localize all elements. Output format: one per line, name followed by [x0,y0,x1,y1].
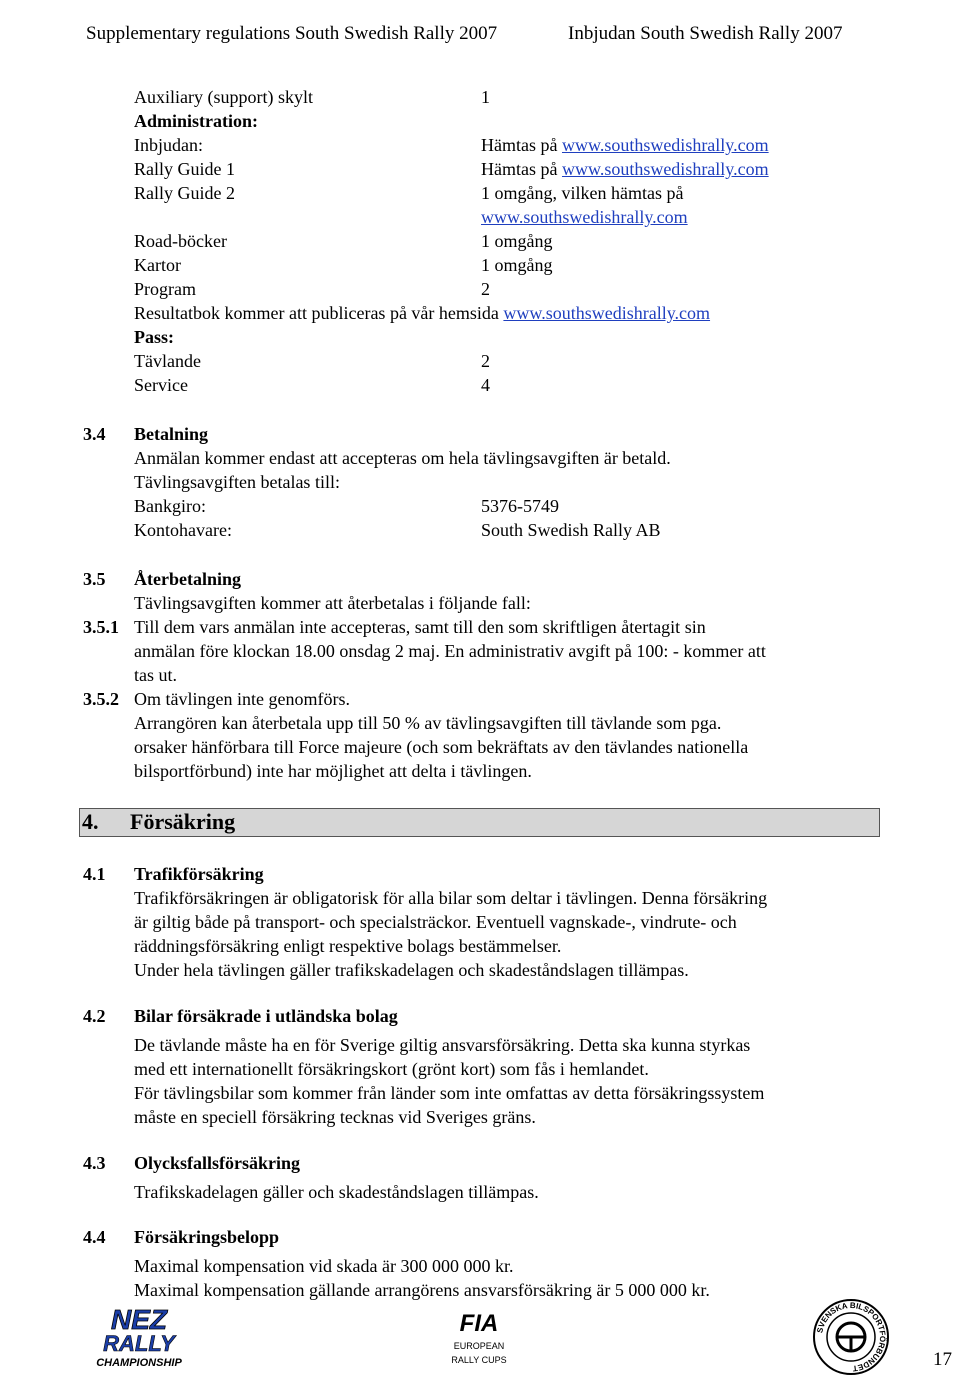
maps-label: Kartor [134,255,181,275]
svenska-bilsportforbundet-seal [812,1298,890,1376]
section-title: Betalning [134,424,209,444]
inbjudan-label: Inbjudan: [134,135,203,155]
auxiliary-value: 1 [481,87,490,107]
inbjudan-value [481,133,769,157]
subsection-number: 3.5.2 [83,689,119,709]
accident-insurance-line-1: Trafikskadelagen gäller och skadeståndslagen tillämpas. [134,1182,539,1202]
rally-guide-2-label: Rally Guide 2 [134,183,235,203]
fia-european-rally-cups-logo [448,1303,510,1369]
inbjudan-prefix: Hämtas på [481,135,562,155]
traffic-insurance-line-4: Under hela tävlingen gäller trafikskadelagen och skadeståndslagen tillämpas. [134,960,689,980]
rally-guide-2-value: 1 omgång, vilken hämtas på [481,183,684,203]
nez-logo-mid: RALLY [103,1331,175,1356]
rally-guide-1-label: Rally Guide 1 [134,159,235,179]
payment-line-2: Tävlingsavgiften betalas till: [134,472,340,492]
section-number: 3.4 [83,424,106,444]
road-books-label: Road-böcker [134,231,227,251]
running-header-left: Supplementary regulations South Swedish Rally 2007 [86,23,498,44]
maps-value: 1 omgång [481,255,553,275]
payment-line-1: Anmälan kommer endast att accepteras om hela tävlingsavgiften är betald. [134,448,671,468]
rally-guide-1-value [481,157,769,181]
section-number: 4.3 [83,1153,106,1173]
foreign-insurance-line-1: De tävlande måste ha en för Sverige giltig ansvarsförsäkring. Detta ska kunna styrkas [134,1035,751,1055]
traffic-insurance-line-2: är giltig både på transport- och specialsträckor. Eventuell vagnskade-, vindrute- och [134,912,737,932]
refund-case-2-line-4: bilsportförbund) inte har möjlighet att delta i tävlingen. [134,761,532,781]
guide1-prefix: Hämtas på [481,159,562,179]
refund-case-1-line-2: anmälan före klockan 18.00 onsdag 2 maj. En administrativ avgift på 100: - kommer att [134,641,766,661]
section-title: Återbetalning [134,569,241,589]
section-title: Försäkring [130,809,236,834]
section-title: Försäkringsbelopp [134,1227,280,1247]
seal-text-path: SVENSKA BILSPORTFÖRBUNDET [815,1300,888,1374]
program-value: 2 [481,279,490,299]
road-books-value: 1 omgång [481,231,553,251]
section-number: 4.1 [83,864,106,884]
refund-case-2-line-3: orsaker hänförbara till Force majeure (och som bekräftats av den tävlandes nationella [134,737,749,757]
section-title: Trafikförsäkring [134,864,264,884]
foreign-insurance-line-2: med ett internationellt försäkringskort (grönt kort) som fås i hemlandet. [134,1059,649,1079]
refund-case-2-line-1: Om tävlingen inte genomförs. [134,689,350,709]
account-holder-label: Kontohavare: [134,520,232,540]
foreign-insurance-line-4: måste en speciell försäkring tecknas vid Sveriges gräns. [134,1107,536,1127]
page-number: 17 [933,1349,952,1370]
bankgiro-label: Bankgiro: [134,496,206,516]
refund-intro: Tävlingsavgiften kommer att återbetalas i följande fall: [134,593,531,613]
refund-case-1-line-1: Till dem vars anmälan inte accepteras, samt till den som skriftligen återtagit sin [134,617,706,637]
competitors-label: Tävlande [134,351,201,371]
nez-logo-bottom: CHAMPIONSHIP [96,1357,182,1369]
nez-rally-championship-logo [84,1303,194,1371]
section-title: Olycksfallsförsäkring [134,1153,301,1173]
fia-logo-line-2: RALLY CUPS [451,1355,507,1365]
fia-logo-top: FIA [459,1310,499,1337]
refund-case-2-line-2: Arrangören kan återbetala upp till 50 % av tävlingsavgiften till tävlande som pga. [134,713,722,733]
auxiliary-label: Auxiliary (support) skylt [134,87,313,107]
section-number: 3.5 [83,569,106,589]
section-number: 4.4 [83,1227,106,1247]
administration-heading: Administration: [134,111,259,131]
results-book-text: Resultatbok kommer att publiceras på vår hemsida [134,303,504,323]
results-book-line [134,301,710,325]
section-number: 4. [82,809,99,834]
program-label: Program [134,279,196,299]
traffic-insurance-line-1: Trafikförsäkringen är obligatorisk för alla bilar som deltar i tävlingen. Denna försäkring [134,888,768,908]
fia-logo-line-1: EUROPEAN [453,1341,505,1351]
insurance-amount-line-2: Maximal kompensation gällande arrangörens ansvarsförsäkring är 5 000 000 kr. [134,1280,710,1300]
guide1-link[interactable]: www.southswedishrally.com [561,159,769,179]
refund-case-1-line-3: tas ut. [134,665,177,685]
foreign-insurance-line-3: För tävlingsbilar som kommer från länder som inte omfattas av detta försäkringssystem [134,1083,765,1103]
account-holder-value: South Swedish Rally AB [481,520,661,540]
guide2-link[interactable]: www.southswedishrally.com [481,207,688,227]
traffic-insurance-line-3: räddningsförsäkring enligt respektive bolags bestämmelser. [134,936,562,956]
nez-logo-top: NEZ [111,1304,167,1335]
pass-heading: Pass: [134,327,174,347]
service-value: 4 [481,375,490,395]
service-label: Service [134,375,188,395]
subsection-number: 3.5.1 [83,617,119,637]
bankgiro-value: 5376-5749 [481,496,559,516]
section-title: Bilar försäkrade i utländska bolag [134,1006,398,1026]
competitors-value: 2 [481,351,490,371]
results-book-link[interactable]: www.southswedishrally.com [503,303,711,323]
running-header-right: Inbjudan South Swedish Rally 2007 [568,23,843,44]
inbjudan-link[interactable]: www.southswedishrally.com [561,135,769,155]
insurance-amount-line-1: Maximal kompensation vid skada är 300 000 000 kr. [134,1256,514,1276]
section-number: 4.2 [83,1006,106,1026]
